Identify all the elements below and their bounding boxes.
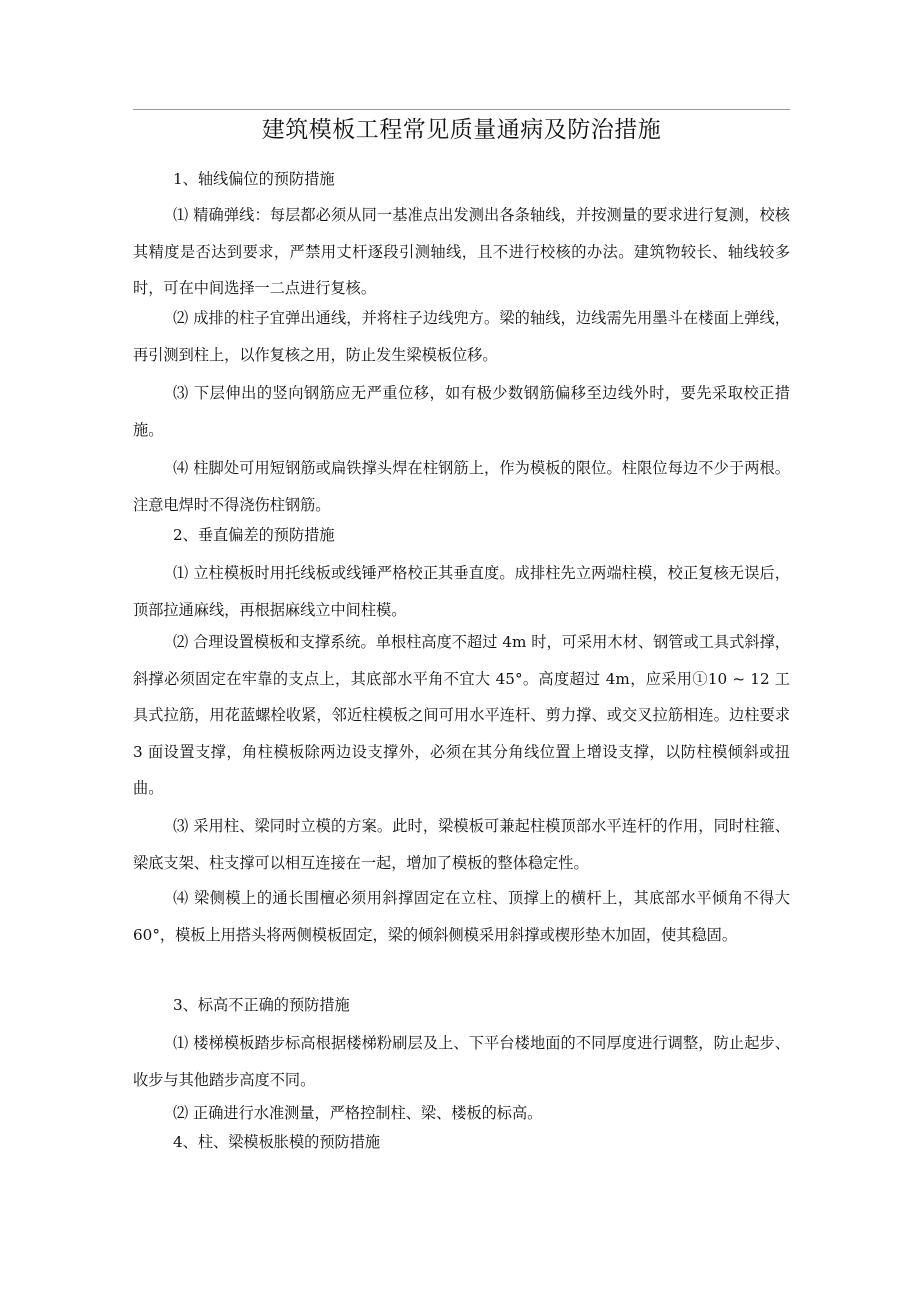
- paragraph-1-1: ⑴ 精确弹线：每层都必须从同一基准点出发测出各条轴线，并按测量的要求进行复测，校核其精度是否达到要求，严禁用丈杆逐段引测轴线，且不进行校核的办法。建筑物较长、轴线较多时，可在中间选择一二点进行复核。: [133, 206, 790, 297]
- section-heading-3: 3、标高不正确的预防措施: [173, 996, 350, 1014]
- section-heading-1: 1、轴线偏位的预防措施: [173, 170, 335, 188]
- section-heading-4: 4、柱、梁模板胀模的预防措施: [173, 1133, 381, 1151]
- paragraph-2-1: ⑴ 立柱模板时用托线板或线锤严格校正其垂直度。成排柱先立两端柱模，校正复核无误后，顶部拉通麻线，再根据麻线立中间柱模。: [133, 564, 790, 619]
- document-title: 建筑模板工程常见质量通病及防治措施: [261, 117, 662, 143]
- paragraph-1-3: ⑶ 下层伸出的竖向钢筋应无严重位移，如有极少数钢筋偏移至边线外时，要先采取校正措施。: [133, 384, 790, 439]
- header-rule: [133, 109, 790, 110]
- paragraph-3-1: ⑴ 楼梯模板踏步标高根据楼梯粉刷层及上、下平台楼地面的不同厚度进行调整，防止起步、收步与其他踏步高度不同。: [133, 1034, 790, 1089]
- section-heading-2: 2、垂直偏差的预防措施: [173, 526, 335, 544]
- paragraph-2-3: ⑶ 采用柱、梁同时立模的方案。此时，梁模板可兼起柱模顶部水平连杆的作用，同时柱箍、梁底支架、柱支撑可以相互连接在一起，增加了模板的整体稳定性。: [133, 817, 790, 872]
- paragraph-2-2: ⑵ 合理设置模板和支撑系统。单根柱高度不超过 4m 时，可采用木材、钢管或工具式斜撑，斜撑必须固定在牢靠的支点上，其底部水平角不宜大 45°。高度超过 4m，应采用①10 ~ 12 工具式拉筋，用花蓝螺栓收紧，邻近柱模板之间可用水平连杆、剪力撑、或交叉拉筋相连。边柱要求 3 面设置支撑，角柱模板除两边设支撑外，必须在其分角线位置上增设支撑，以防柱模倾斜或扭曲。: [133, 633, 790, 797]
- paragraph-1-4: ⑷ 柱脚处可用短钢筋或扁铁撑头焊在柱钢筋上，作为模板的限位。柱限位每边不少于两根。注意电焊时不得浇伤柱钢筋。: [133, 459, 790, 514]
- paragraph-1-2: ⑵ 成排的柱子宜弹出通线，并将柱子边线兜方。梁的轴线，边线需先用墨斗在楼面上弹线，再引测到柱上，以作复核之用，防止发生梁模板位移。: [133, 309, 790, 364]
- paragraph-2-4: ⑷ 梁侧模上的通长围檀必须用斜撑固定在立柱、顶撑上的横杆上，其底部水平倾角不得大 60°，模板上用搭头将两侧模板固定，梁的倾斜侧模采用斜撑或楔形垫木加固，使其稳固。: [133, 889, 790, 944]
- paragraph-3-2: ⑵ 正确进行水准测量，严格控制柱、梁、楼板的标高。: [173, 1104, 543, 1122]
